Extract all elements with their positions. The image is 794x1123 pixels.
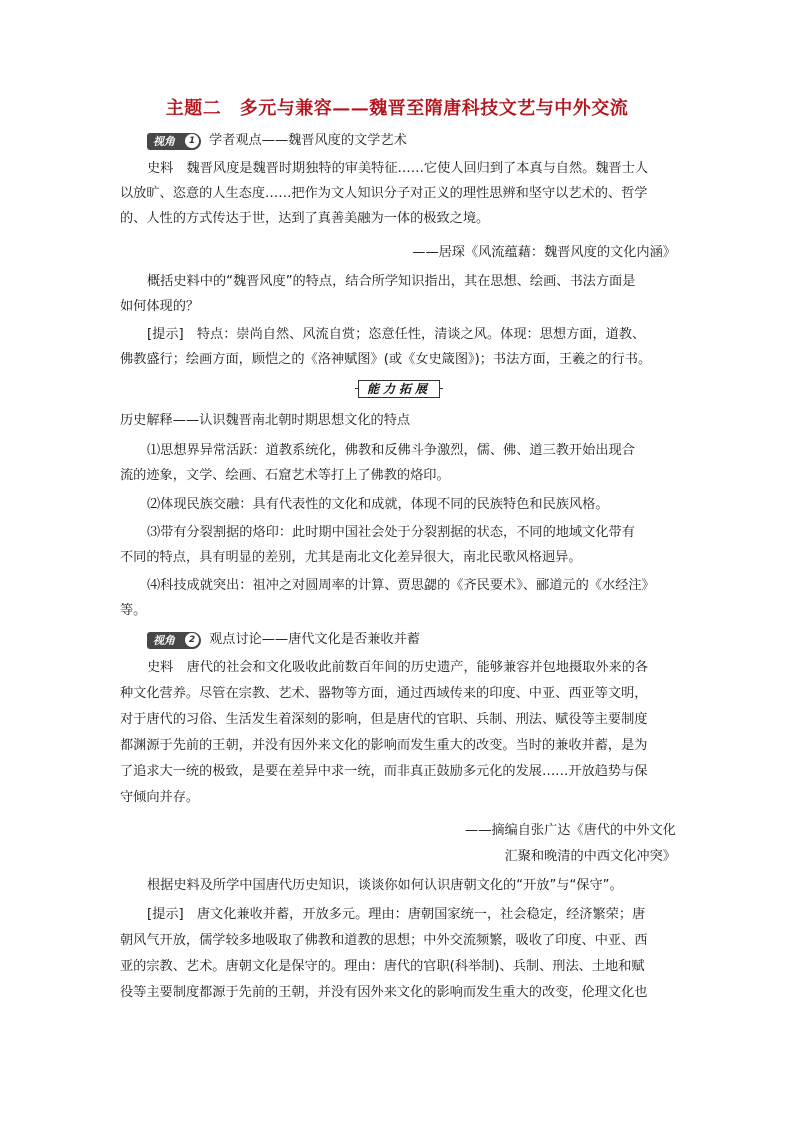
section2-source-line: 史料 唐代的社会和文化吸收此前数百年间的历史遗产，能够兼容并包地摄取外来的各 <box>147 660 649 675</box>
expand-line: 不同的特点，具有明显的差别，尤其是南北文化差异很大，南北民歌风格迥异。 <box>120 550 582 565</box>
perspective-badge <box>147 133 201 150</box>
banner-label: 能力拓展 <box>358 380 440 398</box>
badge-label: 视角 <box>153 634 175 647</box>
section2-header <box>147 630 420 650</box>
expand-line: ⑴思想界异常活跃：道教系统化，佛教和反佛斗争激烈，儒、佛、道三教开始出现合 <box>147 443 635 458</box>
section1-citation: ——居琛《风流蕴藉：魏晋风度的文化内涵》 <box>412 245 676 260</box>
badge-number: 2 <box>185 633 199 647</box>
expand-line: ⑷科技成就突出：祖冲之对圆周率的计算、贾思勰的《齐民要术》、郦道元的《水经注》 <box>147 578 655 593</box>
expand-line: 等。 <box>120 603 147 618</box>
section1-header <box>147 131 407 151</box>
section2-hint-line: [提示] 唐文化兼收并蓄，开放多元。理由：唐朝国家统一，社会稳定，经济繁荣；唐 <box>147 907 646 922</box>
page-title: 主题二 多元与兼容——魏晋至隋唐科技文艺与中外交流 <box>165 98 629 119</box>
section2-hint-line: 亚的宗教、艺术。唐朝文化是保守的。理由：唐代的官职(科举制)、兵制、刑法、土地和赋 <box>120 959 645 974</box>
section1-source-line: 的、人性的方式传达于世，达到了真善美融为一体的极致之境。 <box>120 211 490 226</box>
section2-source-line: 对于唐代的习俗、生活发生着深刻的影响，但是唐代的官职、兵制、刑法、赋役等主要制度 <box>120 712 648 727</box>
section1-hint-line: [提示] 特点：崇尚自然、风流自赏；恣意任性，清谈之风。体现：思想方面，道教、 <box>147 327 646 342</box>
expand-line: ⑶带有分裂割据的烙印：此时期中国社会处于分裂割据的状态，不同的地域文化带有 <box>147 525 635 540</box>
section2-citation-line: ——摘编自张广达《唐代的中外文化 <box>465 823 676 838</box>
section2-citation-line: 汇聚和晚清的中西文化冲突》 <box>504 849 676 864</box>
section2-heading: 观点讨论——唐代文化是否兼收并蓄 <box>209 632 420 647</box>
section1-question-line: 概括史料中的“魏晋风度”的特点，结合所学知识指出，其在思想、绘画、书法方面是 <box>147 274 636 289</box>
section2-question: 根据史料及所学中国唐代历史知识，谈谈你如何认识唐朝文化的“开放”与“保守”。 <box>147 878 623 893</box>
expand-line: 流的迹象，文学、绘画、石窟艺术等打上了佛教的烙印。 <box>120 468 450 483</box>
section1-question-line: 如何体现的？ <box>120 299 200 314</box>
expand-line: ⑵体现民族交融：具有代表性的文化和成就，体现不同的民族特色和民族风格。 <box>147 497 609 512</box>
section2-source-line: 都渊源于先前的王朝，并没有因外来文化的影响而发生重大的改变。当时的兼收并蓄，是为 <box>120 738 648 753</box>
badge-label: 视角 <box>153 135 175 148</box>
section2-hint-line: 役等主要制度都源于先前的王朝，并没有因外来文化的影响而发生重大的改变，伦理文化也 <box>120 985 648 1000</box>
perspective-badge <box>147 632 201 649</box>
section1-source-line: 史料 魏晋风度是魏晋时期独特的审美特征……它使人回归到了本真与自然。魏晋士人 <box>147 161 649 176</box>
section2-source-line: 种文化营养。尽管在宗教、艺术、器物等方面，通过西域传来的印度、中亚、西亚等文明， <box>120 686 648 701</box>
section1-hint-line: 佛教盛行；绘画方面，顾恺之的《洛神赋图》(或《女史箴图》)；书法方面，王羲之的行书。 <box>120 352 652 367</box>
ability-expand-banner <box>355 380 443 398</box>
section2-source-line: 守倾向并存。 <box>120 790 200 805</box>
section1-source-line: 以放旷、恣意的人生态度……把作为文人知识分子对正义的理性思辨和坚守以艺术的、哲学 <box>120 186 648 201</box>
badge-number: 1 <box>185 134 199 148</box>
section2-source-line: 了追求大一统的极致，是要在差异中求一统，而非真正鼓励多元化的发展……开放趋势与保 <box>120 764 648 779</box>
section1-heading: 学者观点——魏晋风度的文学艺术 <box>209 133 407 148</box>
section2-hint-line: 朝风气开放，儒学较多地吸取了佛教和道教的思想；中外交流频繁，吸收了印度、中亚、西 <box>120 933 648 948</box>
expand-heading: 历史解释——认识魏晋南北朝时期思想文化的特点 <box>120 413 411 428</box>
